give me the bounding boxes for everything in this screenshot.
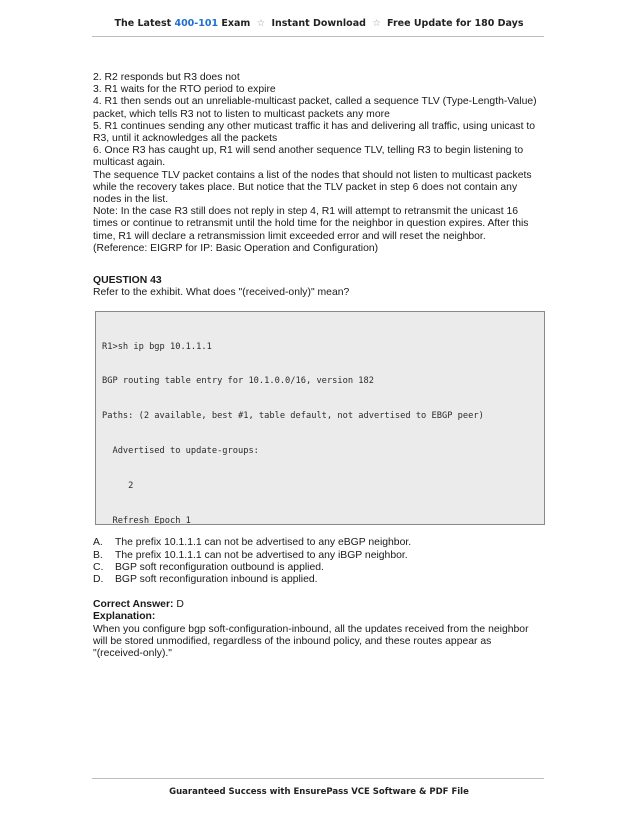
option-text: The prefix 10.1.1.1 can not be advertised to any eBGP neighbor. <box>115 537 412 549</box>
explanation-line: "(received-only)." <box>93 648 172 660</box>
header-divider <box>92 36 544 37</box>
option-b <box>93 550 545 562</box>
text-line: time, R1 will declare a retransmission limit exceeded error and will reset the neighbor. <box>93 230 486 242</box>
text-line: 6. Once R3 has caught up, R1 will send another sequence TLV, telling R3 to begin listening to <box>93 145 524 157</box>
text-line: (Reference: EIGRP for IP: Basic Operation and Configuration) <box>93 242 379 254</box>
text-line: nodes in the list. <box>93 194 169 206</box>
terminal-line: 2 <box>102 480 134 491</box>
option-text: BGP soft reconfiguration outbound is applied. <box>115 561 324 573</box>
star-icon: ☆ <box>372 18 381 29</box>
text-line: Note: In the case R3 still does not reply in step 4, R1 will attempt to retransmit the unicast 16 <box>93 206 519 218</box>
explanation-label: Explanation: <box>93 611 156 623</box>
header-instant: Instant Download <box>268 18 370 29</box>
text-line: The sequence TLV packet contains a list of the nodes that should not listen to multicast packets <box>93 169 532 181</box>
text-line: 4. R1 then sends out an unreliable-multicast packet, called a sequence TLV (Type-Length-Value) <box>93 96 537 108</box>
text-line: 3. R1 waits for the RTO period to expire <box>93 84 276 96</box>
answer-section <box>93 599 545 660</box>
option-d <box>93 574 545 586</box>
text-line: 2. R2 responds but R3 does not <box>93 72 240 83</box>
text-line: R3, until it acknowledges all the packets <box>93 133 278 145</box>
star-icon: ☆ <box>256 18 266 29</box>
option-letter: C. <box>93 561 104 573</box>
text-line: times or continue to retransmit until the hold time for the neighbor in question expires. After this <box>93 218 529 230</box>
text-line: packet, which tells R3 not to listen to multicast packets any more <box>93 108 390 120</box>
terminal-line: R1>sh ip bgp 10.1.1.1 <box>102 341 212 352</box>
page-header <box>0 18 638 29</box>
correct-answer <box>93 599 545 611</box>
header-middle: Exam <box>218 18 254 29</box>
exhibit-terminal <box>95 311 545 525</box>
option-letter: A. <box>93 537 103 549</box>
text-line: while the recovery takes place. But notice that the TLV packet in step 6 does not contain any <box>93 181 518 193</box>
page-content <box>93 72 545 660</box>
correct-answer-value: D <box>173 599 184 611</box>
correct-answer-label: Correct Answer: <box>93 599 174 611</box>
page-footer: Guaranteed Success with EnsurePass VCE Software & PDF File <box>169 787 469 797</box>
header-exam-code: 400-101 <box>174 18 219 29</box>
question-text: Refer to the exhibit. What does "(received-only)" mean? <box>93 287 350 299</box>
question-title: QUESTION 43 <box>93 275 162 287</box>
answer-options <box>93 537 545 586</box>
terminal-line: BGP routing table entry for 10.1.0.0/16, version 182 <box>102 376 374 387</box>
text-line: multicast again. <box>93 157 166 169</box>
header-prefix: The Latest <box>114 18 175 29</box>
footer-divider <box>92 778 544 779</box>
option-letter: D. <box>93 574 104 586</box>
explanation-line: When you configure bgp soft-configuration-inbound, all the updates received from the neighbor <box>93 623 529 635</box>
option-text: The prefix 10.1.1.1 can not be advertised to any iBGP neighbor. <box>115 549 408 561</box>
terminal-line: Advertised to update-groups: <box>102 445 259 456</box>
explanation-line: will be stored unmodified, regardless of the inbound policy, and these routes appear as <box>93 635 492 647</box>
header-free: Free Update for 180 Days <box>383 18 524 29</box>
previous-answer <box>93 72 545 255</box>
terminal-line: Paths: (2 available, best #1, table default, not advertised to EBGP peer) <box>102 411 484 422</box>
text-line: 5. R1 continues sending any other muticast traffic it has and delivering all traffic, using unicast to <box>93 120 536 132</box>
terminal-line: Refresh Epoch 1 <box>102 515 191 526</box>
option-a <box>93 537 545 549</box>
option-letter: B. <box>93 549 103 561</box>
option-text: BGP soft reconfiguration inbound is applied. <box>115 574 318 586</box>
option-c <box>93 562 545 574</box>
